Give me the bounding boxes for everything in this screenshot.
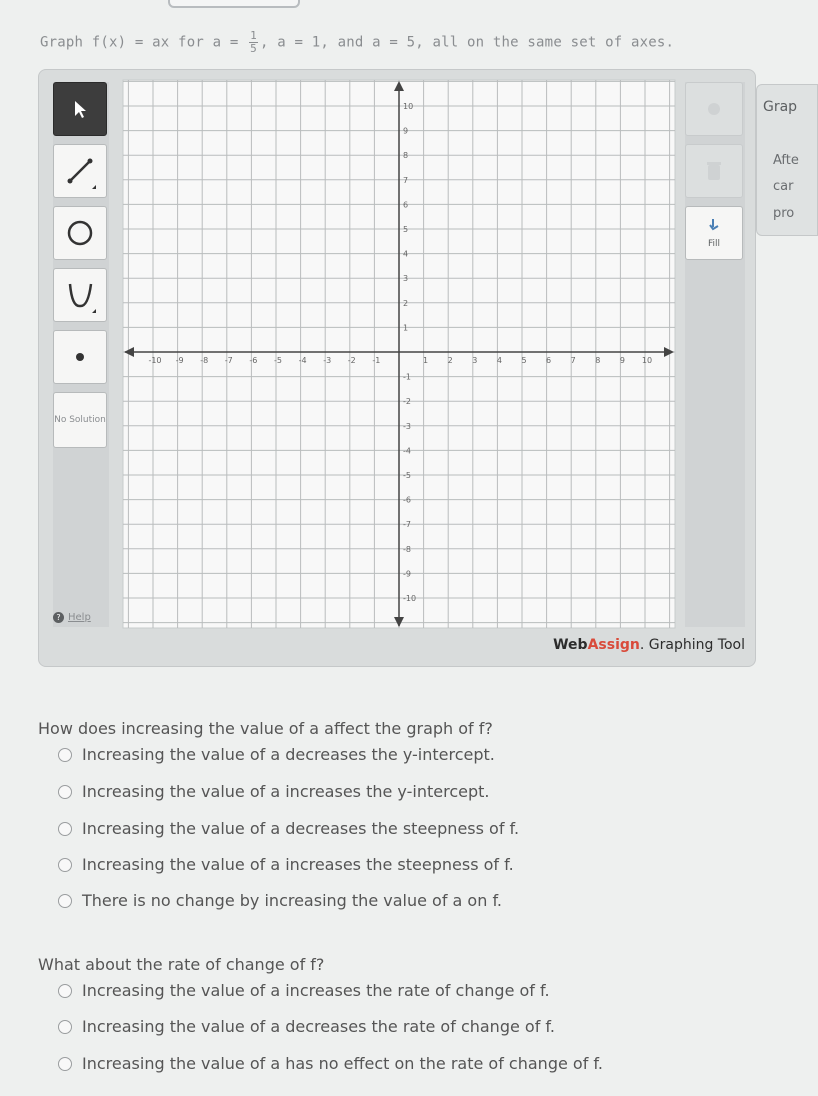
y-tick-label: -3 bbox=[403, 421, 411, 431]
side-title: Grap bbox=[763, 99, 798, 115]
y-tick-label: -5 bbox=[403, 471, 411, 480]
x-tick-label: 2 bbox=[447, 356, 453, 365]
fraction-denominator: 5 bbox=[250, 42, 257, 55]
x-tick-label: 1 bbox=[423, 356, 429, 365]
radio-button[interactable] bbox=[58, 748, 72, 762]
y-tick-label: -8 bbox=[403, 544, 411, 554]
y-tick-label: -2 bbox=[403, 397, 411, 407]
y-tick-label: 1 bbox=[403, 323, 409, 333]
option-label: Increasing the value of a decreases the y-intercept. bbox=[82, 745, 495, 764]
undo-button[interactable] bbox=[685, 82, 743, 136]
circle-icon bbox=[60, 213, 100, 253]
question-1: How does increasing the value of a affect the graph of f? bbox=[38, 719, 493, 738]
y-tick-label: 5 bbox=[403, 225, 409, 234]
option-label: Increasing the value of a decreases the rate of change of f. bbox=[82, 1017, 555, 1036]
q2-option[interactable] bbox=[58, 1054, 603, 1073]
x-tick-label: -6 bbox=[249, 356, 258, 365]
pointer-tool-button[interactable] bbox=[53, 82, 107, 136]
option-label: Increasing the value of a decreases the steepness of f. bbox=[82, 819, 520, 838]
x-tick-label: 8 bbox=[595, 356, 601, 365]
fill-cursor-icon bbox=[706, 217, 722, 233]
graph-canvas[interactable] bbox=[123, 80, 675, 628]
option-label: Increasing the value of a has no effect on the rate of change of f. bbox=[82, 1054, 603, 1073]
q1-option[interactable] bbox=[58, 891, 502, 910]
fraction bbox=[249, 30, 258, 55]
undo-icon bbox=[704, 99, 724, 119]
x-tick-label: -4 bbox=[298, 356, 307, 365]
fill-label: Fill bbox=[707, 239, 721, 249]
x-tick-label: -5 bbox=[274, 356, 282, 365]
radio-button[interactable] bbox=[58, 1057, 72, 1071]
y-tick-label: -6 bbox=[403, 495, 411, 505]
trash-icon bbox=[704, 160, 724, 182]
question-2: What about the rate of change of f? bbox=[38, 955, 325, 974]
y-tick-label: 2 bbox=[403, 298, 409, 308]
x-tick-label: -8 bbox=[200, 356, 209, 365]
y-tick-label: -9 bbox=[403, 569, 411, 579]
q1-option[interactable] bbox=[58, 745, 495, 764]
graphing-tool bbox=[38, 69, 756, 667]
help-icon: ? bbox=[53, 612, 64, 623]
q1-option[interactable] bbox=[58, 782, 489, 801]
line-segment-icon bbox=[60, 151, 100, 191]
y-tick-label: 6 bbox=[403, 200, 409, 210]
q1-option[interactable] bbox=[58, 855, 514, 874]
y-tick-label: 9 bbox=[403, 126, 409, 136]
fraction-numerator: 1 bbox=[250, 29, 257, 42]
x-tick-label: 9 bbox=[619, 356, 625, 365]
x-tick-label: 10 bbox=[641, 356, 653, 365]
radio-button[interactable] bbox=[58, 822, 72, 836]
x-tick-label: 5 bbox=[521, 356, 527, 365]
help-link[interactable] bbox=[53, 612, 91, 623]
y-tick-label: -7 bbox=[403, 520, 411, 530]
side-line-2: car bbox=[773, 179, 794, 194]
top-tab bbox=[168, 0, 300, 8]
help-label: Help bbox=[68, 612, 91, 623]
point-icon bbox=[70, 347, 90, 367]
webassign-brand bbox=[553, 637, 745, 653]
x-tick-label: -2 bbox=[347, 356, 356, 365]
q2-option[interactable] bbox=[58, 981, 550, 1000]
no-solution-button[interactable]: No Solution bbox=[53, 392, 107, 448]
fill-button[interactable] bbox=[685, 206, 743, 260]
option-label: Increasing the value of a increases the y-intercept. bbox=[82, 782, 490, 801]
prompt-trail: , a = 1, and a = 5, all on the same set of axes. bbox=[259, 34, 675, 51]
x-tick-label: 6 bbox=[546, 356, 552, 365]
q2-option[interactable] bbox=[58, 1017, 555, 1036]
brand-assign: Assign bbox=[587, 637, 640, 653]
y-tick-label: 4 bbox=[403, 249, 409, 259]
x-tick-label: -10 bbox=[148, 356, 162, 365]
q1-option[interactable] bbox=[58, 819, 519, 838]
radio-button[interactable] bbox=[58, 1020, 72, 1034]
side-instructions-panel[interactable] bbox=[756, 84, 818, 236]
curve-tool-button[interactable] bbox=[53, 268, 107, 322]
radio-button[interactable] bbox=[58, 785, 72, 799]
x-tick-label: -9 bbox=[175, 356, 184, 365]
side-line-3: pro bbox=[773, 206, 795, 221]
delete-button[interactable] bbox=[685, 144, 743, 198]
radio-button[interactable] bbox=[58, 894, 72, 908]
x-tick-label: -7 bbox=[224, 356, 233, 365]
x-tick-label: 4 bbox=[496, 356, 502, 365]
x-tick-label: 7 bbox=[570, 356, 576, 365]
prompt-lead: Graph f(x) = ax for a = bbox=[40, 34, 239, 51]
y-tick-label: 8 bbox=[403, 151, 409, 161]
y-tick-label: 3 bbox=[403, 274, 409, 284]
y-tick-label: 7 bbox=[403, 175, 409, 185]
y-tick-label: -10 bbox=[403, 594, 417, 603]
y-tick-label: -4 bbox=[403, 446, 411, 456]
option-label: Increasing the value of a increases the steepness of f. bbox=[82, 855, 514, 874]
parabola-icon bbox=[60, 275, 100, 315]
point-tool-button[interactable] bbox=[53, 330, 107, 384]
y-tick-label: -1 bbox=[403, 372, 411, 382]
radio-button[interactable] bbox=[58, 858, 72, 872]
arrow-cursor-icon bbox=[69, 98, 91, 120]
question-prompt bbox=[40, 30, 674, 55]
circle-tool-button[interactable] bbox=[53, 206, 107, 260]
option-label: Increasing the value of a increases the rate of change of f. bbox=[82, 981, 550, 1000]
brand-web: Web bbox=[553, 637, 588, 653]
x-tick-label: 3 bbox=[472, 356, 478, 365]
brand-suffix: . Graphing Tool bbox=[639, 637, 745, 653]
x-tick-label: -1 bbox=[372, 356, 381, 365]
side-line-1: Afte bbox=[773, 153, 799, 168]
line-tool-button[interactable] bbox=[53, 144, 107, 198]
radio-button[interactable] bbox=[58, 984, 72, 998]
tool-palette bbox=[53, 82, 109, 627]
x-tick-label: -3 bbox=[323, 356, 332, 365]
option-label: There is no change by increasing the value of a on f. bbox=[82, 891, 502, 910]
right-toolbar bbox=[685, 82, 745, 627]
y-tick-label: 10 bbox=[403, 102, 414, 111]
